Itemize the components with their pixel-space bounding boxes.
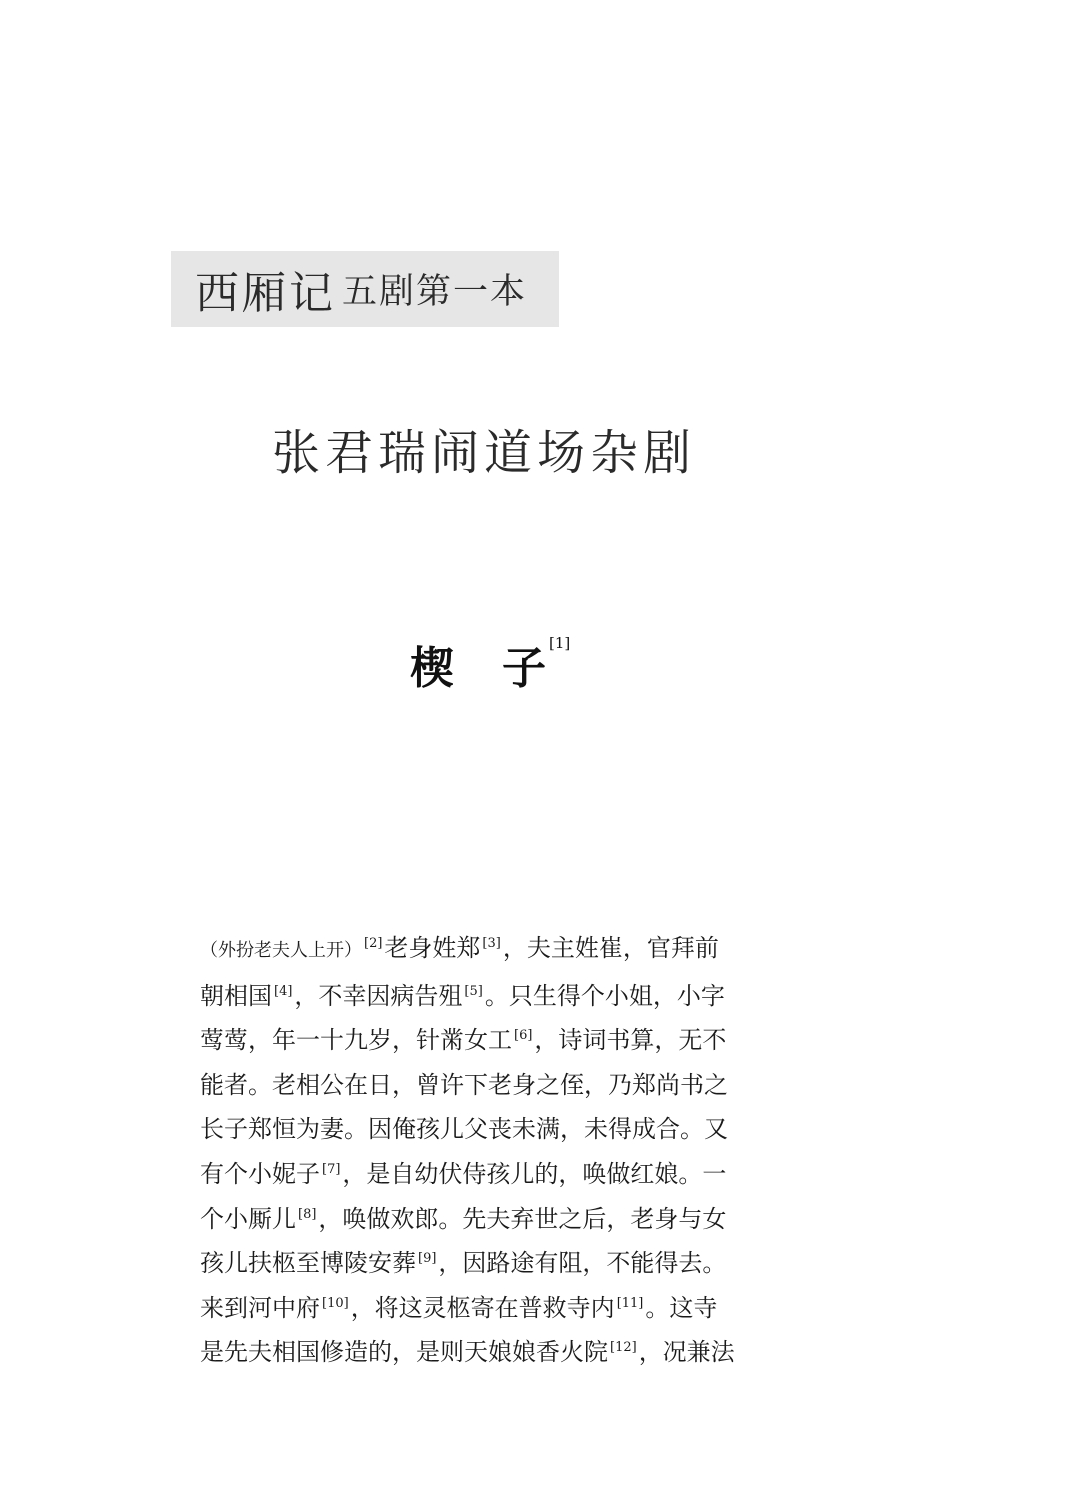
footnote-marker: [3]: [482, 936, 501, 951]
text-line: [200, 1063, 800, 1108]
text-segment: 有个小妮子: [200, 1159, 320, 1188]
text-segment: ，因路途有阻，不能得去。: [438, 1249, 727, 1278]
text-segment: ，唤做欢郎。先夫弃世之后，老身与女: [318, 1204, 727, 1233]
footnote-marker: [1]: [549, 634, 571, 652]
body-text: [200, 926, 800, 1375]
text-segment: ，不幸因病告殂: [294, 981, 463, 1010]
text-segment: 长子郑恒为妻。因俺孩儿父丧未满，未得成合。又: [200, 1115, 728, 1144]
text-segment: 是先夫相国修造的，是则天娘娘香火院: [200, 1338, 608, 1367]
section-heading: [410, 632, 570, 696]
text-line: [200, 1018, 800, 1063]
footnote-marker: [9]: [418, 1251, 437, 1267]
text-segment: 朝相国: [200, 981, 272, 1010]
text-segment: 老身姓郑: [384, 934, 481, 962]
text-segment: 。只生得个小姐，小字: [484, 981, 725, 1010]
text-line: [200, 926, 800, 974]
footnote-marker: [4]: [274, 983, 293, 999]
footnote-marker: [12]: [610, 1340, 637, 1356]
book-subtitle: 五剧第一本: [342, 272, 528, 312]
text-line: [200, 1330, 800, 1375]
footnote-marker: [5]: [464, 983, 483, 999]
section-heading-char-1: 楔: [410, 643, 454, 694]
text-segment: ，诗词书算，无不: [534, 1026, 727, 1055]
text-line: [200, 974, 800, 1019]
text-segment: 能者。老相公在日，曾许下老身之侄，乃郑尚书之: [200, 1070, 728, 1099]
text-segment: ，夫主姓崔，官拜前: [502, 934, 719, 962]
text-segment: 莺莺，年一十九岁，针黹女工: [200, 1026, 512, 1055]
text-line: [200, 1152, 800, 1197]
footnote-marker: [10]: [322, 1295, 349, 1311]
footnote-marker: [11]: [616, 1295, 644, 1311]
book-title-banner: [171, 251, 559, 327]
text-line: [200, 1241, 800, 1286]
text-line: [200, 1286, 800, 1331]
text-line: [200, 1107, 800, 1152]
footnote-marker: [7]: [322, 1161, 341, 1177]
book-title: 西厢记: [195, 268, 336, 319]
text-segment: 个小厮儿: [200, 1204, 296, 1233]
text-segment: 孩儿扶柩至博陵安葬: [200, 1249, 416, 1278]
text-segment: 。这寺: [645, 1293, 718, 1322]
stage-direction: （外扮老夫人上开）: [200, 940, 362, 961]
text-segment: 来到河中府: [200, 1293, 320, 1322]
footnote-marker: [8]: [298, 1206, 317, 1222]
footnote-marker: [2]: [364, 936, 383, 951]
text-segment: ，是自幼伏侍孩儿的，唤做红娘。一: [342, 1159, 727, 1188]
text-segment: ，将这灵柩寄在普救寺内: [350, 1293, 615, 1322]
text-line: [200, 1197, 800, 1242]
section-heading-char-2: 子: [502, 643, 546, 694]
play-title: 张君瑞闹道场杂剧: [272, 425, 697, 481]
text-segment: ，况兼法: [638, 1338, 735, 1367]
footnote-marker: [6]: [514, 1028, 533, 1044]
